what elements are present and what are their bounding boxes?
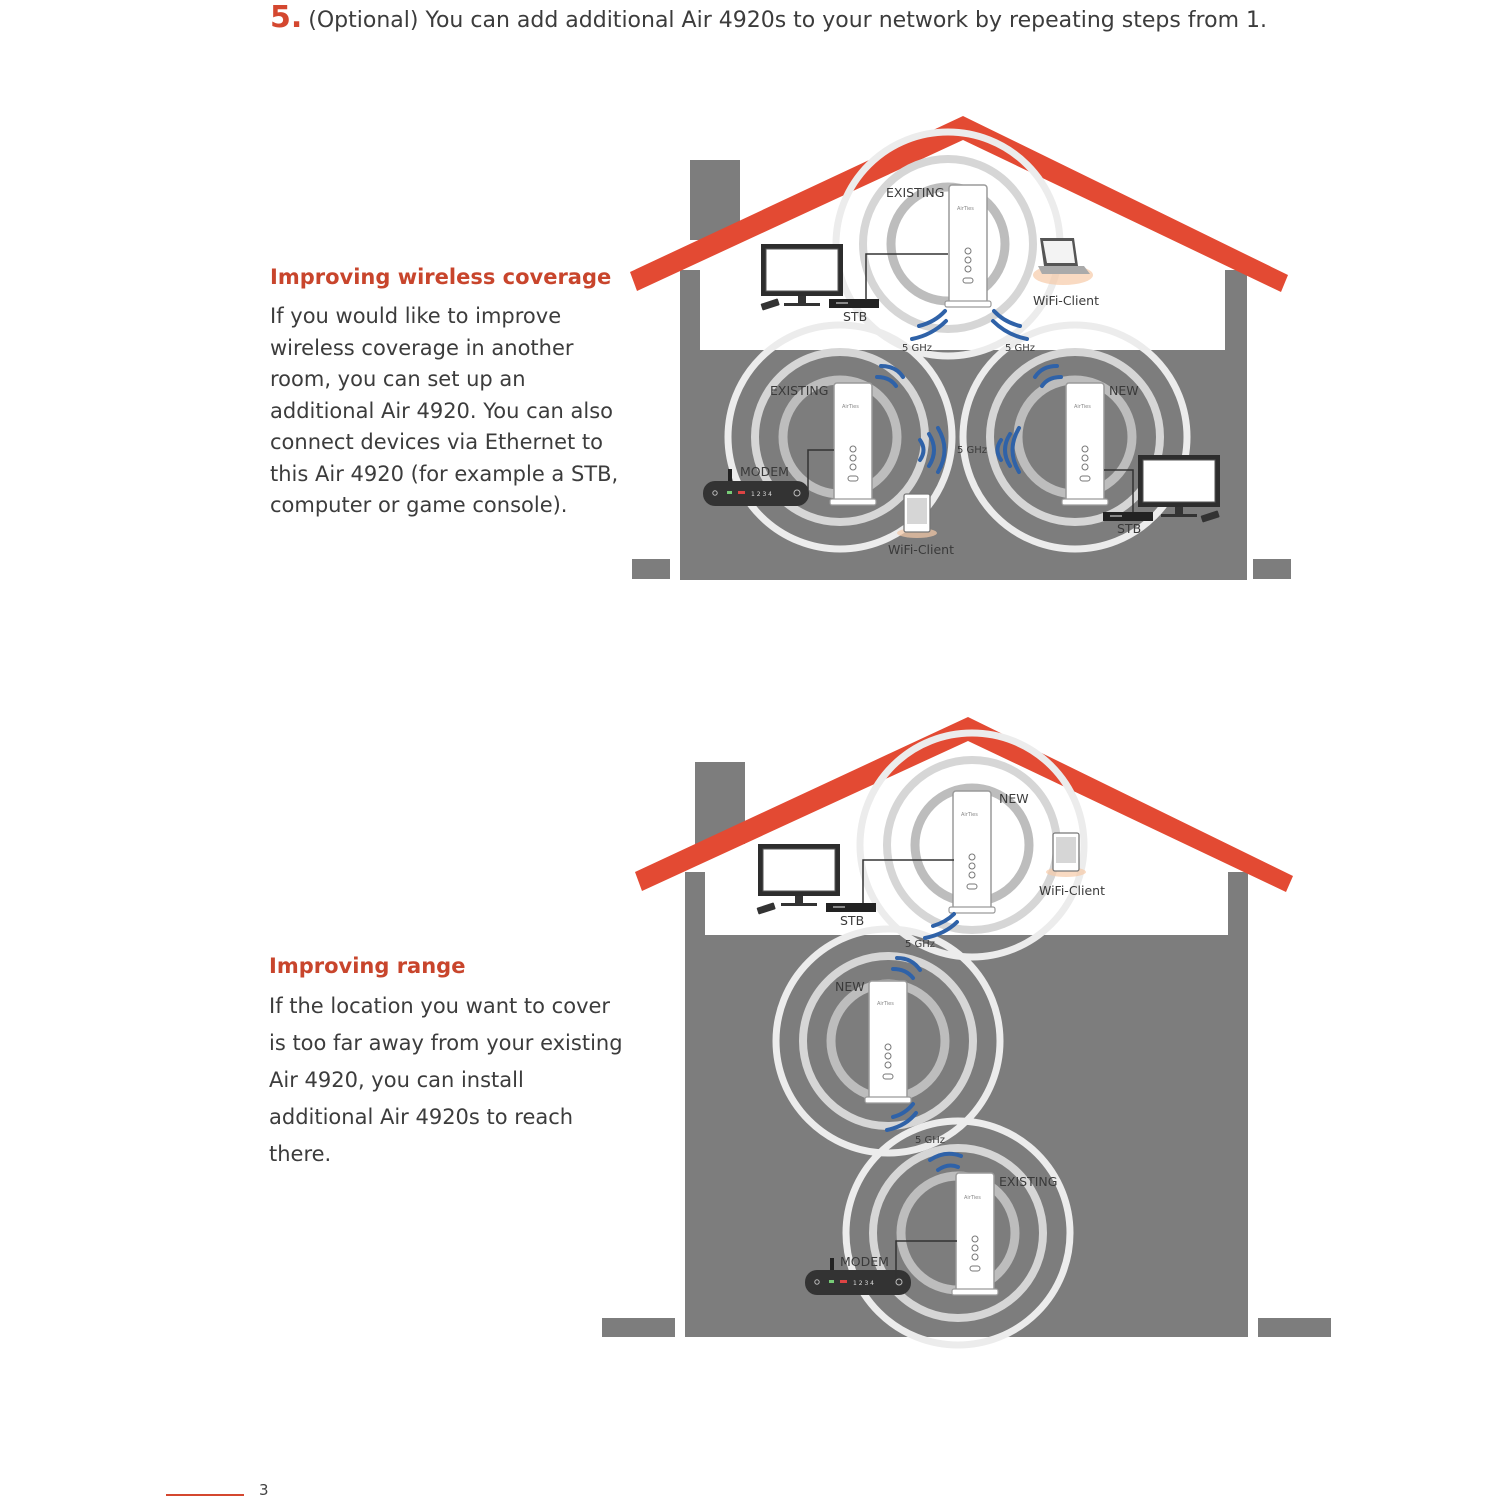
label-5ghz: 5 GHz xyxy=(957,445,988,456)
label-existing: EXISTING xyxy=(999,1174,1058,1189)
label-wifi-client: WiFi-Client xyxy=(888,542,955,557)
label-5ghz: 5 GHz xyxy=(905,939,936,950)
step-text: (Optional) You can add additional Air 4920s to your network by repeating steps from 1. xyxy=(308,8,1267,33)
label-stb: STB xyxy=(843,309,868,324)
device-logo: AirTies xyxy=(957,206,974,212)
label-wifi-client: WiFi-Client xyxy=(1033,293,1100,308)
device-logo: AirTies xyxy=(1074,404,1091,410)
footer-accent-line xyxy=(166,1494,244,1496)
paragraph-line: room, you can set up an xyxy=(270,367,526,391)
paragraph-line: there. xyxy=(269,1142,332,1166)
paragraph-line: computer or game console). xyxy=(270,493,568,517)
paragraph-line: Air 4920, you can install xyxy=(269,1068,524,1092)
device-logo: AirTies xyxy=(877,1001,894,1007)
label-modem: MODEM xyxy=(840,1254,889,1269)
label-stb: STB xyxy=(840,913,865,928)
label-5ghz: 5 GHz xyxy=(1005,343,1036,354)
label-stb: STB xyxy=(1117,521,1142,536)
paragraph-line: additional Air 4920. You can also xyxy=(270,398,614,423)
label-modem: MODEM xyxy=(740,464,789,479)
paragraph-line: If the location you want to cover xyxy=(269,994,611,1018)
modem-ports: 1 2 3 4 xyxy=(853,1280,874,1287)
paragraph-line: If you would like to improve xyxy=(270,304,562,328)
paragraph-line: is too far away from your existing xyxy=(269,1031,623,1055)
device-logo: AirTies xyxy=(964,1195,981,1201)
step-number: 5. xyxy=(270,0,303,35)
device-logo: AirTies xyxy=(961,812,978,818)
label-new: NEW xyxy=(835,979,865,994)
label-5ghz: 5 GHz xyxy=(902,343,933,354)
paragraph-line: additional Air 4920s to reach xyxy=(269,1105,574,1129)
device-logo: AirTies xyxy=(842,404,859,410)
page-number: 3 xyxy=(259,1481,269,1499)
label-existing: EXISTING xyxy=(770,383,829,398)
label-wifi-client: WiFi-Client xyxy=(1039,883,1106,898)
heading-improving-range: Improving range xyxy=(269,954,466,978)
label-existing: EXISTING xyxy=(886,185,945,200)
paragraph-line: wireless coverage in another xyxy=(270,335,574,360)
label-new: NEW xyxy=(999,791,1029,806)
paragraph-line: connect devices via Ethernet to xyxy=(270,430,604,454)
label-new: NEW xyxy=(1109,383,1139,398)
label-5ghz: 5 GHz xyxy=(915,1135,946,1146)
heading-improving-wireless-coverage: Improving wireless coverage xyxy=(270,265,612,289)
modem-ports: 1 2 3 4 xyxy=(751,491,772,498)
paragraph-line: this Air 4920 (for example a STB, xyxy=(270,461,619,486)
